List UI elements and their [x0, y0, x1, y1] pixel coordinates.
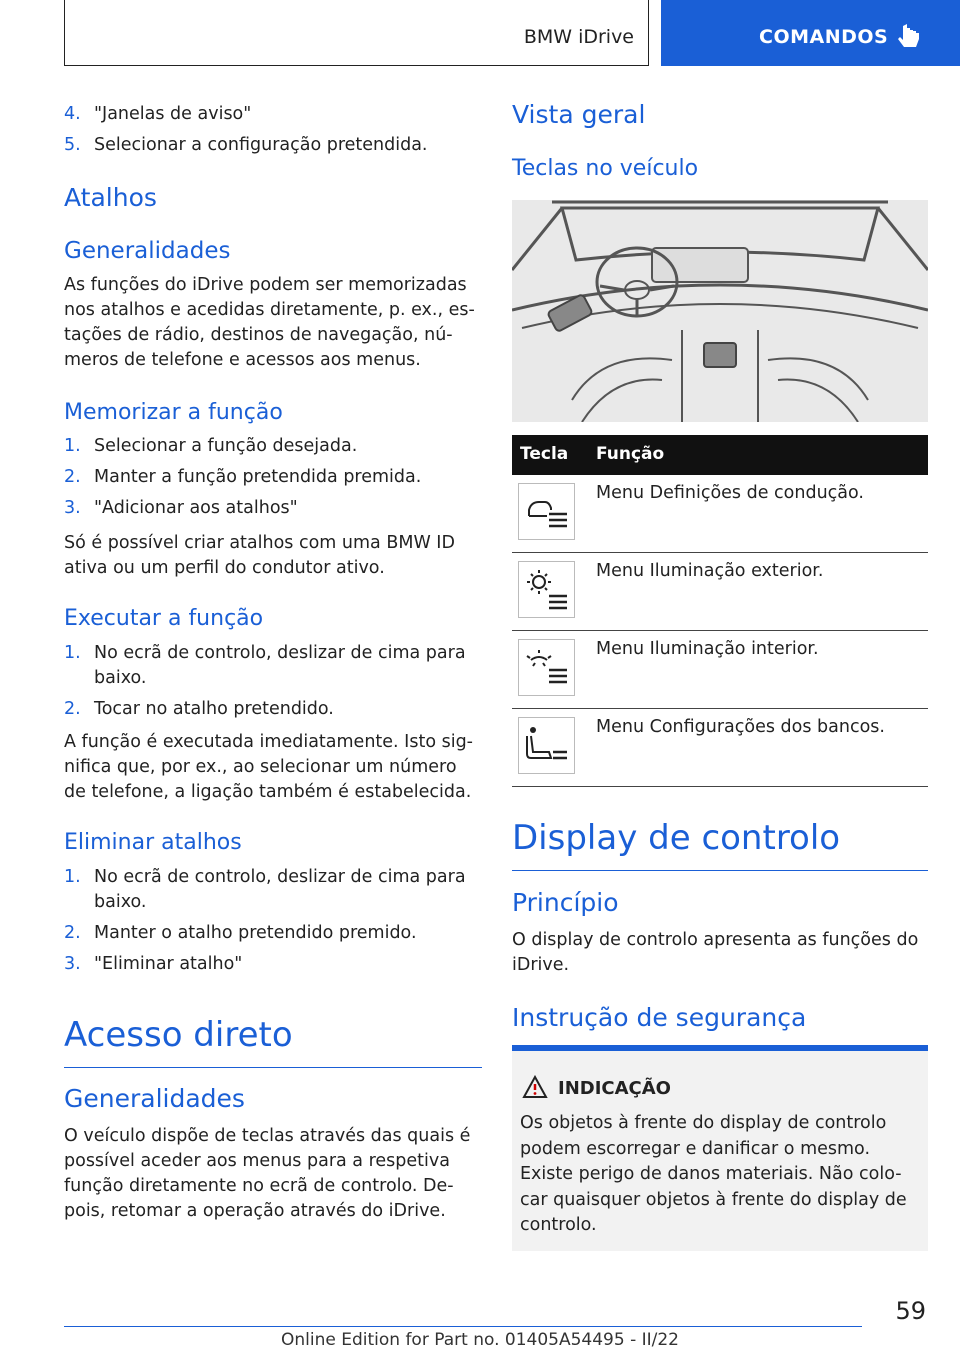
header-section-label: COMANDOS: [759, 26, 889, 48]
subsection-title-generalidades: Generalidades: [64, 238, 231, 264]
table-cell-function: Menu Iluminação interior.: [596, 639, 819, 659]
executar-steps: [64, 641, 482, 728]
driving-settings-icon: [518, 483, 575, 540]
warning-triangle-icon: [522, 1075, 548, 1099]
steps-top: [64, 102, 482, 164]
list-item: 1. Selecionar a função desejada.: [64, 436, 358, 456]
header-section-tab[interactable]: [661, 0, 960, 66]
keys-table: [512, 435, 928, 787]
subsection-title-memorizar: Memorizar a função: [64, 400, 283, 425]
list-item: 4. "Janelas de aviso": [64, 104, 252, 124]
subsection-title-executar: Executar a função: [64, 606, 264, 631]
list-item: 2. Manter a função pretendida premida.: [64, 467, 422, 487]
table-row: [512, 475, 928, 553]
table-cell-function: Menu Iluminação exterior.: [596, 561, 824, 581]
memorizar-note: Só é possível criar atalhos com uma BMW ID ativa ou um perfil do condutor ativo.: [64, 533, 455, 578]
generalidades-text: As funções do iDrive podem ser memorizadas nos atalhos e acedidas diretamente, p. ex., es-tações de rádio, destinos de navegação, nú-meros de telefone e acessos aos menus.: [64, 275, 475, 370]
table-cell-function: Menu Definições de condução.: [596, 483, 864, 503]
section-title-vista-geral: Vista geral: [512, 100, 646, 129]
table-row: [512, 631, 928, 709]
eliminar-steps: [64, 865, 482, 983]
warning-title: INDICAÇÃO: [558, 1078, 671, 1099]
table-header: [512, 435, 928, 475]
page-number: 59: [895, 1297, 926, 1325]
list-item: 5. Selecionar a configuração pretendida.: [64, 135, 428, 155]
acesso-text: O veículo dispõe de teclas através das quais é possível aceder aos menus para a respetiva função diretamente no ecrã de controlo. De-pois, retomar a operação através do iDrive.: [64, 1126, 471, 1221]
list-item: 1. No ecrã de controlo, deslizar de cima para baixo.: [64, 643, 466, 688]
subsection-title-seguranca: Instrução de segurança: [512, 1003, 807, 1032]
table-cell-function: Menu Configurações dos bancos.: [596, 717, 885, 737]
header-title-box: [64, 0, 649, 66]
header-title: BMW iDrive: [523, 26, 634, 48]
subsection-title-eliminar: Eliminar atalhos: [64, 830, 242, 855]
list-item: 1. No ecrã de controlo, deslizar de cima para baixo.: [64, 867, 466, 912]
section-title-display-controlo: Display de controlo: [512, 818, 928, 871]
footer-edition: Online Edition for Part no. 01405A54495 - II/22: [280, 1330, 679, 1350]
subsection-title-principio: Princípio: [512, 888, 619, 917]
footer-divider: [64, 1326, 862, 1327]
pointing-hand-icon: [897, 24, 923, 54]
list-item: 3. "Eliminar atalho": [64, 954, 243, 974]
list-item: 3. "Adicionar aos atalhos": [64, 498, 298, 518]
subsection-title-acesso-generalidades: Generalidades: [64, 1084, 245, 1113]
table-row: [512, 709, 928, 787]
section-title-acesso-direto: Acesso direto: [64, 1015, 482, 1068]
table-header-col1: Tecla: [520, 444, 569, 464]
list-item: 2. Tocar no atalho pretendido.: [64, 699, 334, 719]
car-interior-illustration: [512, 200, 928, 422]
principio-text: O display de controlo apresenta as funções do iDrive.: [512, 930, 919, 975]
table-header-col2: Função: [596, 444, 665, 464]
executar-note: A função é executada imediatamente. Isto sig-nifica que, por ex., ao selecionar um número de telefone, a ligação também é estabelecida.: [64, 732, 473, 802]
exterior-light-icon: [518, 561, 575, 618]
table-row: [512, 553, 928, 631]
list-item: 2. Manter o atalho pretendido premido.: [64, 923, 417, 943]
section-title-atalhos: Atalhos: [64, 183, 157, 212]
interior-light-icon: [518, 639, 575, 696]
seat-settings-icon: [518, 717, 575, 774]
subsection-title-teclas: Teclas no veículo: [512, 156, 699, 181]
memorizar-steps: [64, 434, 482, 527]
warning-box: [512, 1045, 928, 1251]
warning-text: Os objetos à frente do display de controlo podem escorregar e danificar o mesmo. Existe perigo de danos materiais. Não colo-car quaisquer objetos à frente do display de controlo.: [520, 1113, 907, 1235]
